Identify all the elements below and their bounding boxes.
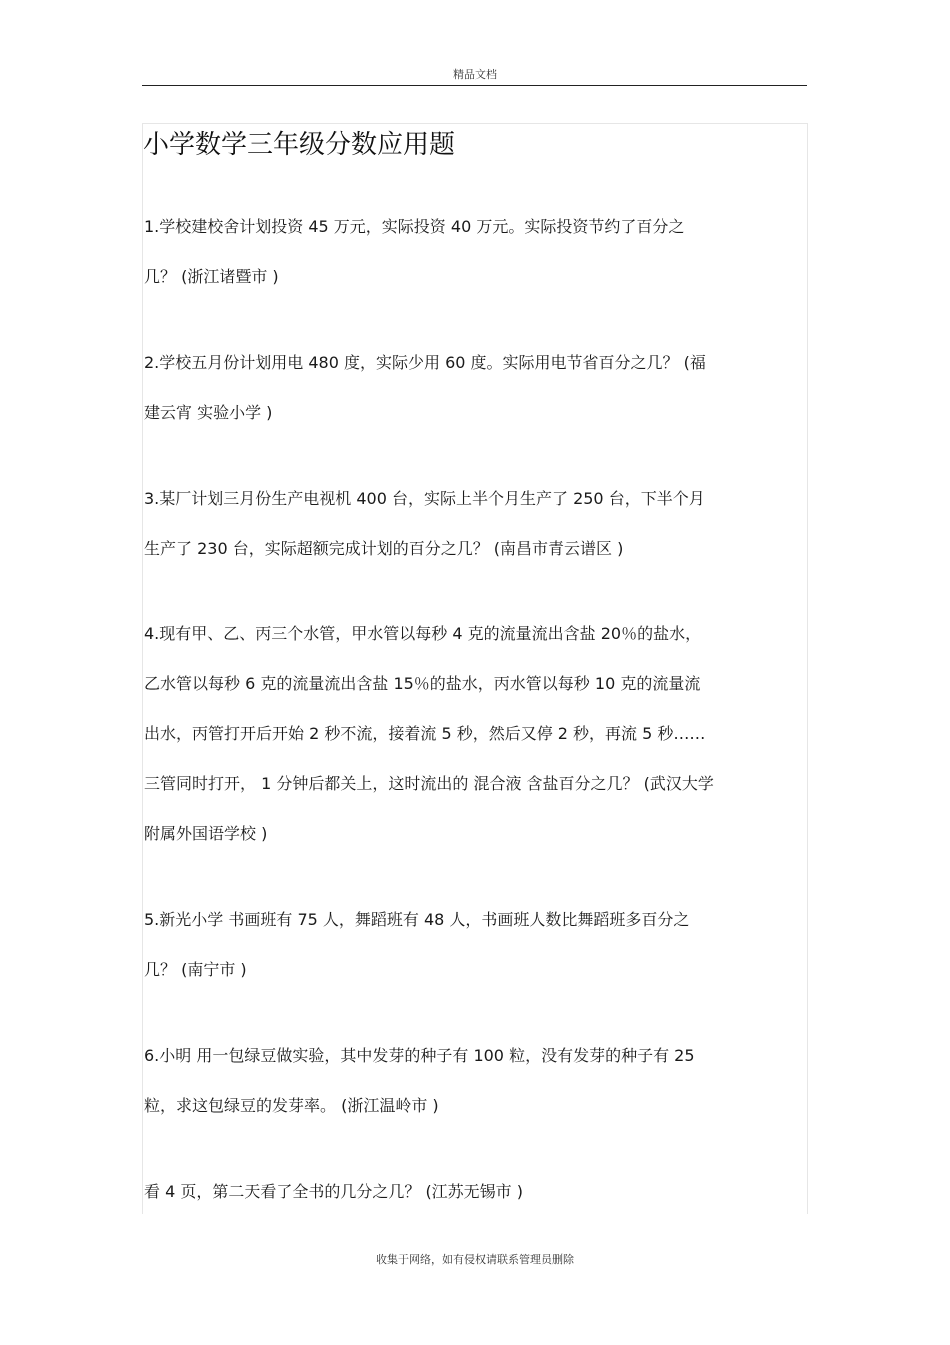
question-5-line-1: 5.新光小学 书画班有 75 人，舞蹈班有 48 人，书画班人数比舞蹈班多百分之	[144, 910, 690, 929]
question-4-line-3: 出水，丙管打开后开始 2 秒不流，接着流 5 秒，然后又停 2 秒，再流 5 秒……	[144, 724, 706, 743]
page-footer-label: 收集于网络，如有侵权请联系管理员删除	[376, 1253, 574, 1266]
question-2-line-1: 2.学校五月份计划用电 480 度，实际少用 60 度。实际用电节省百分之几？ (福	[144, 353, 706, 372]
header-divider	[142, 85, 807, 86]
question-3-line-2: 生产了 230 台，实际超额完成计划的百分之几？ (南昌市青云谱区 )	[144, 539, 624, 558]
question-4-line-2: 乙水管以每秒 6 克的流量流出含盐 15％的盐水，丙水管以每秒 10 克的流量流	[144, 674, 701, 693]
question-3-line-1: 3.某厂计划三月份生产电视机 400 台，实际上半个月生产了 250 台，下半个月	[144, 489, 705, 508]
page-header-label: 精品文档	[453, 68, 497, 81]
question-4-line-5: 附属外国语学校 )	[144, 824, 268, 843]
question-6-line-2: 粒，求这包绿豆的发芽率。 (浙江温岭市 )	[144, 1096, 439, 1115]
question-1-line-1: 1.学校建校舍计划投资 45 万元，实际投资 40 万元。实际投资节约了百分之	[144, 217, 685, 236]
question-4-line-4: 三管同时打开， 1 分钟后都关上，这时流出的 混合液 含盐百分之几？ (武汉大学	[144, 774, 714, 793]
question-4-line-1: 4.现有甲、乙、丙三个水管，甲水管以每秒 4 克的流量流出含盐 20％的盐水，	[144, 624, 702, 643]
question-7-line-1: 看 4 页，第二天看了全书的几分之几？ (江苏无锡市 )	[144, 1182, 524, 1201]
question-1-line-2: 几？ (浙江诸暨市 )	[144, 267, 279, 286]
document-title: 小学数学三年级分数应用题	[143, 130, 456, 160]
question-6-line-1: 6.小明 用一包绿豆做实验，其中发芽的种子有 100 粒，没有发芽的种子有 25	[144, 1046, 695, 1065]
question-5-line-2: 几？ (南宁市 )	[144, 960, 247, 979]
question-2-line-2: 建云宵 实验小学 )	[144, 403, 273, 422]
